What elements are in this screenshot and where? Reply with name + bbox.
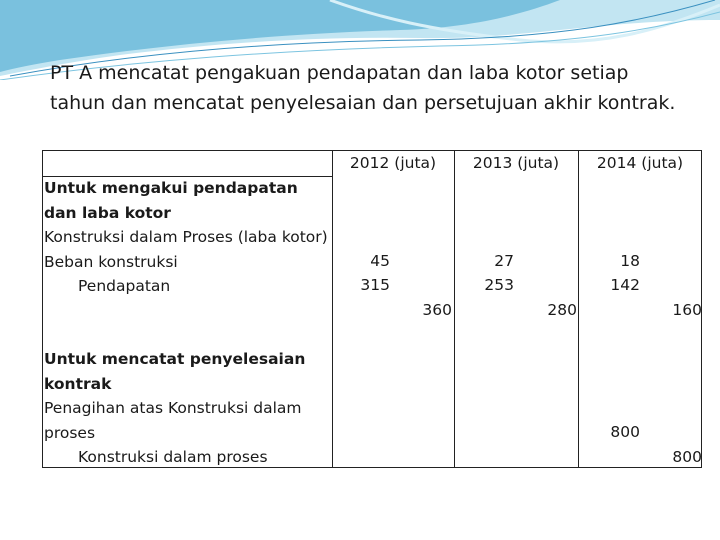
- column-divider: [332, 150, 333, 468]
- header-2014: 2014 (juta): [596, 154, 684, 172]
- value-2013-debit-1: 27: [494, 252, 514, 270]
- value-2014-debit-1: 18: [620, 252, 640, 270]
- value-2012-credit: 360: [422, 301, 452, 319]
- value-2014-completion-debit: 800: [610, 423, 640, 441]
- value-2013-credit: 280: [547, 301, 577, 319]
- value-2013-debit-2: 253: [484, 276, 514, 294]
- account-label: Konstruksi dalam Proses (laba kotor): [44, 228, 328, 246]
- value-2012-debit-1: 45: [370, 252, 390, 270]
- value-2014-debit-2: 142: [610, 276, 640, 294]
- account-label: Konstruksi dalam proses: [78, 448, 268, 466]
- journal-table: [42, 150, 702, 468]
- value-2014-completion-credit: 800: [672, 448, 702, 466]
- section-completion: [44, 347, 332, 470]
- intro-line-1: PT A mencatat pengakuan pendapatan dan laba kotor setiap: [50, 62, 629, 84]
- account-label: Penagihan atas Konstruksi dalam proses: [44, 399, 302, 442]
- column-divider: [578, 150, 579, 468]
- header-2012: 2012 (juta): [349, 154, 437, 172]
- section-recognize-revenue: [44, 176, 332, 299]
- intro-line-2: tahun dan mencatat penyelesaian dan persetujuan akhir kontrak.: [50, 92, 676, 114]
- account-label: Pendapatan: [78, 277, 171, 295]
- column-divider: [454, 150, 455, 468]
- section-title: Untuk mencatat penyelesaian kontrak: [44, 350, 306, 393]
- section-title: Untuk mengakui pendapatan dan laba kotor: [44, 179, 298, 222]
- value-2012-debit-2: 315: [360, 276, 390, 294]
- header-2013: 2013 (juta): [472, 154, 560, 172]
- intro-text: [50, 58, 700, 118]
- value-2014-credit: 160: [672, 301, 702, 319]
- account-label: Beban konstruksi: [44, 252, 178, 271]
